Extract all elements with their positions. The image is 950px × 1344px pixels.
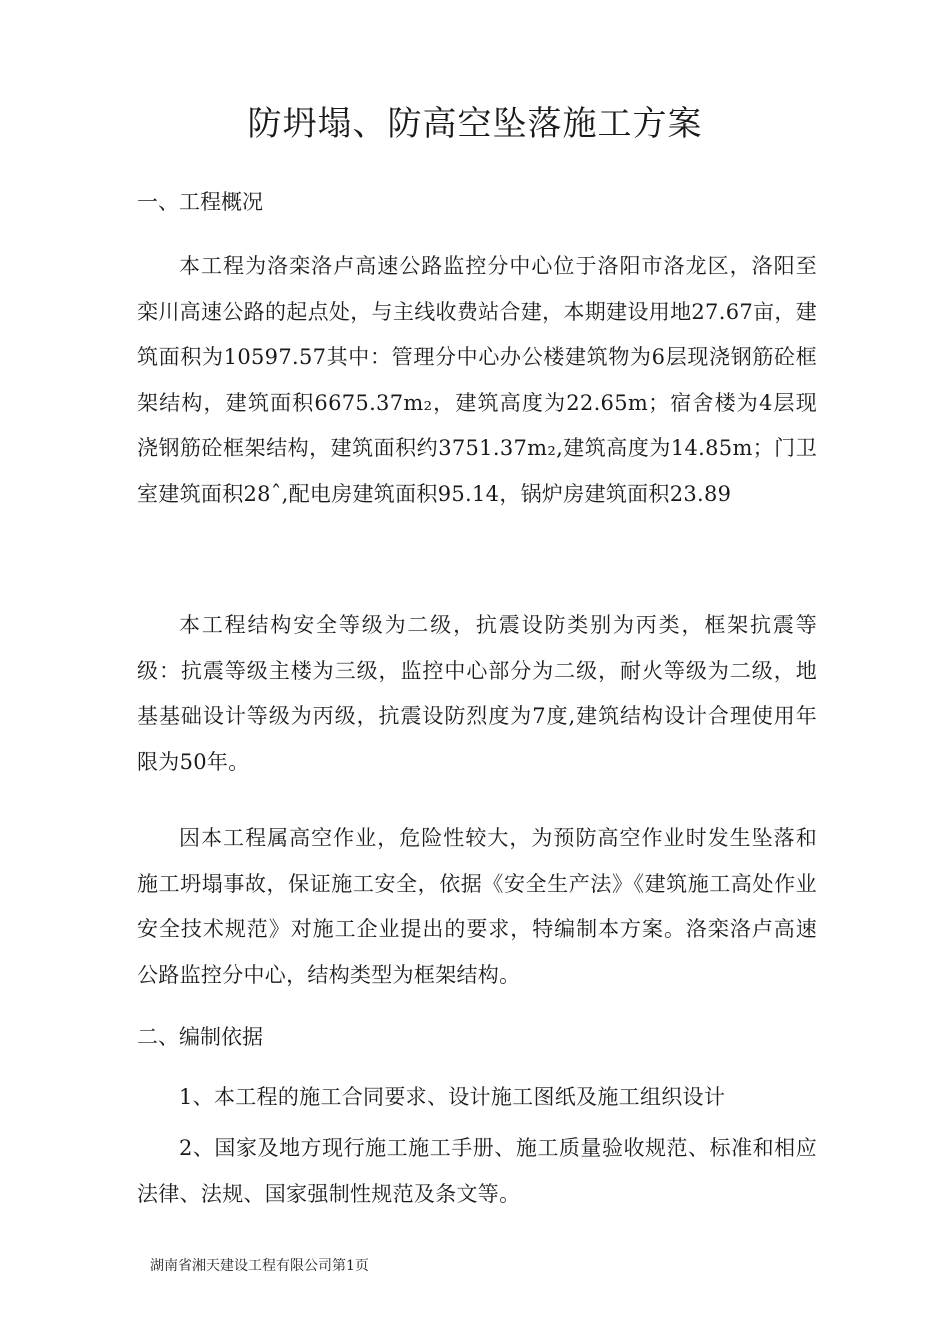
section-heading-overview: 一、工程概况 — [137, 190, 263, 214]
section-heading-basis: 二、编制依据 — [137, 1025, 263, 1049]
page-footer: 湖南省湘天建设工程有限公司第1页 — [150, 1258, 369, 1274]
basis-item-2: 2、国家及地方现行施工施工手册、施工质量验收规范、标准和相应法律、法规、国家强制性规范及条文等。 — [137, 1136, 817, 1206]
overview-paragraph-3: 因本工程属高空作业，危险性较大，为预防高空作业时发生坠落和施工坍塌事故，保证施工安全，依据《安全生产法》《建筑施工高处作业安全技术规范》对施工企业提出的要求，特编制本方案。洛栾洛卢高速公路监控分中心，结构类型为框架结构。 — [137, 826, 817, 987]
basis-item-1: 1、本工程的施工合同要求、设计施工图纸及施工组织设计 — [179, 1085, 726, 1109]
overview-paragraph-2: 本工程结构安全等级为二级，抗震设防类别为丙类，框架抗震等级：抗震等级主楼为三级，监控中心部分为二级，耐火等级为二级，地基基础设计等级为丙级，抗震设防烈度为7度,建筑结构设计合理使用年限为50年。 — [137, 613, 817, 774]
document-title: 防坍塌、防高空坠落施工方案 — [247, 104, 703, 144]
overview-paragraph-1: 本工程为洛栾洛卢高速公路监控分中心位于洛阳市洛龙区，洛阳至栾川高速公路的起点处，与主线收费站合建，本期建设用地27.67亩，建筑面积为10597.57其中：管理分中心办公楼建筑物为6层现浇钢筋砼框架结构，建筑面积6675.37m₂，建筑高度为22.65m；宿舍楼为4层现浇钢筋砼框架结构，建筑面积约3751.37m₂,建筑高度为14.85m；门卫室建筑面积28ˆ,配电房建筑面积95.14，锅炉房建筑面积23.89 — [137, 254, 817, 506]
